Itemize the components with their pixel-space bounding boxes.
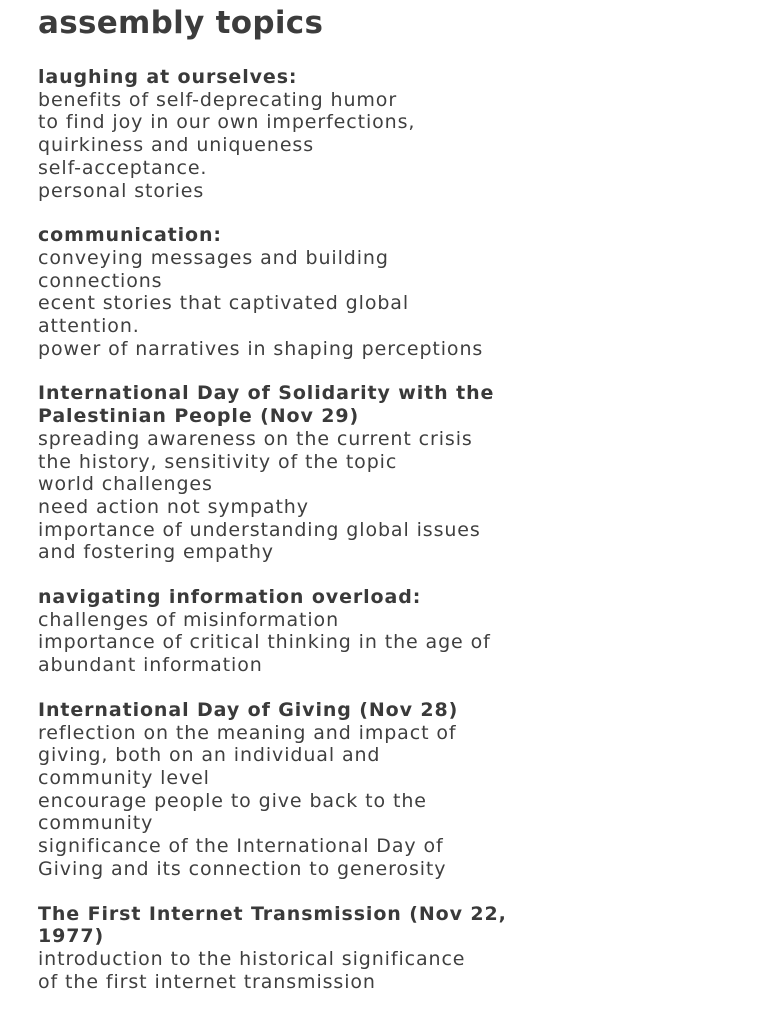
section-line: and fostering empathy <box>38 541 274 564</box>
section-line: attention. <box>38 315 140 338</box>
section-line: community <box>38 812 154 835</box>
section-day-of-giving <box>38 699 758 881</box>
page-title: assembly topics <box>38 5 324 41</box>
section-heading: International Day of Solidarity with the Palestinian People (Nov 29) <box>38 382 495 428</box>
section-line: need action not sympathy <box>38 495 309 518</box>
section-heading: International Day of Giving (Nov 28) <box>38 698 459 721</box>
section-line: Giving and its connection to generosity <box>38 857 447 880</box>
section-line: of the first internet transmission <box>38 970 376 993</box>
section-line: connections <box>38 269 163 292</box>
section-line: reflection on the meaning and impact of <box>38 721 457 744</box>
section-line: conveying messages and building <box>38 246 389 269</box>
section-line: ecent stories that captivated global <box>38 292 410 315</box>
section-line: importance of understanding global issues <box>38 518 481 541</box>
section-line: quirkiness and uniqueness <box>38 134 315 157</box>
section-line: community level <box>38 766 210 789</box>
section-line: self-acceptance. <box>38 156 208 179</box>
section-line: spreading awareness on the current crisis <box>38 427 473 450</box>
notes-page <box>38 2 758 1015</box>
section-line: significance of the International Day of <box>38 835 444 858</box>
section-line: the history, sensitivity of the topic <box>38 450 398 473</box>
section-communication <box>38 224 758 360</box>
section-heading: laughing at ourselves: <box>38 66 298 88</box>
section-heading: The First Internet Transmission (Nov 22, 1977) <box>38 902 507 948</box>
section-line: giving, both on an individual and <box>38 744 381 767</box>
section-heading: navigating information overload: <box>38 586 422 609</box>
section-heading: communication: <box>38 224 222 247</box>
section-line: introduction to the historical significance <box>38 947 466 970</box>
section-line: power of narratives in shaping perceptions <box>38 337 484 360</box>
section-line: encourage people to give back to the <box>38 789 427 812</box>
section-line: to find joy in our own imperfections, <box>38 111 416 134</box>
section-line: importance of critical thinking in the age of <box>38 631 491 654</box>
section-line: challenges of misinformation <box>38 608 340 631</box>
section-information-overload <box>38 586 758 677</box>
section-line: abundant information <box>38 654 263 677</box>
section-line: benefits of self-deprecating humor <box>38 88 398 111</box>
section-first-internet-transmission <box>38 903 758 994</box>
section-line: personal stories <box>38 179 205 202</box>
section-line: world challenges <box>38 473 213 496</box>
section-solidarity-day <box>38 382 758 564</box>
section-laughing-at-ourselves <box>38 66 758 202</box>
